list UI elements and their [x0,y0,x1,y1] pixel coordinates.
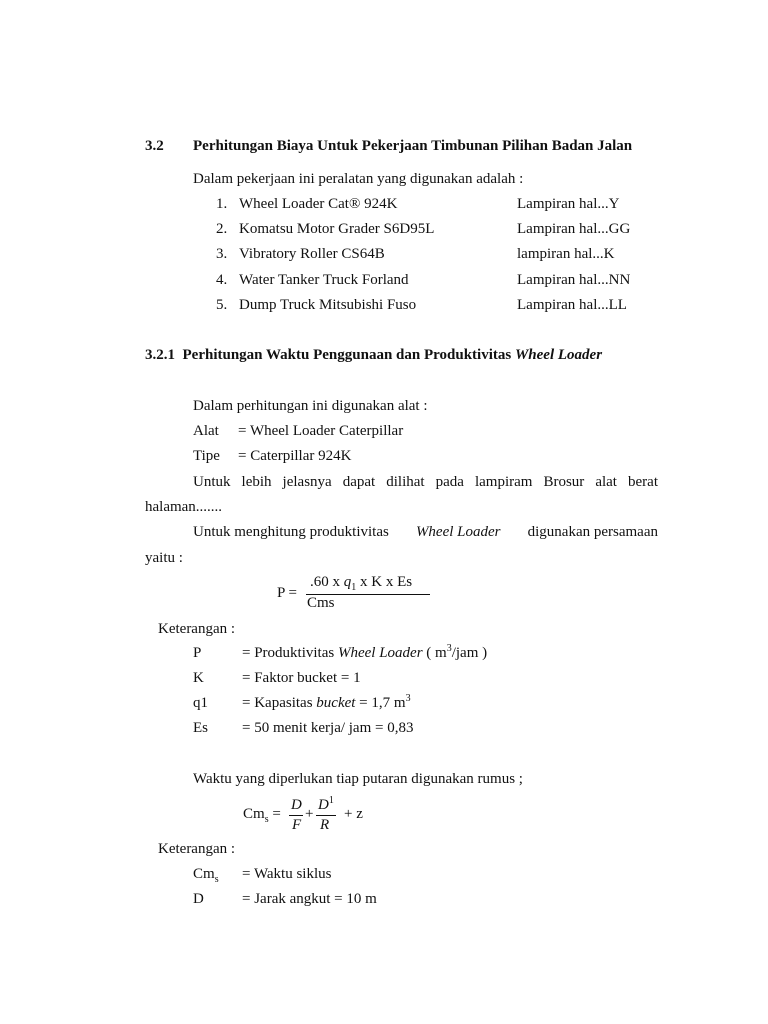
list-number: 2. [216,221,228,237]
section-number: 3.2 [145,138,164,154]
legend-symbol: P [193,645,202,661]
legend-text-italic: Wheel Loader [337,645,423,661]
legend-description [242,643,488,661]
formula-num-q: q [343,574,352,590]
subsection-number: 3.2.1 [145,347,175,363]
legend-symbol [193,866,219,885]
legend-superscript: 3 [446,643,452,654]
legend-description [242,693,411,711]
legend-description: = Jarak angkut = 10 m [242,891,377,907]
tools-intro: Dalam perhitungan ini digunakan alat : [193,398,428,414]
paragraph-productivity [193,525,658,540]
list-number: 4. [216,272,228,288]
cycle-tail: + z [344,806,363,822]
equipment-ref: Lampiran hal...NN [517,272,631,288]
cycle-intro: Waktu yang diperlukan tiap putaran digunakan rumus ; [193,771,523,787]
legend-text: = 1,7 m [355,695,406,711]
cycle-lhs-text: Cm [243,806,265,822]
equipment-ref: Lampiran hal...LL [517,297,627,313]
formula-num-sub: 1 [351,582,357,593]
fraction-1-denominator: F [292,817,302,833]
legend-description: = Faktor bucket = 1 [242,670,361,686]
paragraph-brosur: Untuk lebih jelasnya dapat dilihat pada lampiram Brosur alat berat [193,474,658,490]
legend-description: = Waktu siklus [242,866,332,882]
legend-superscript: 3 [405,693,411,704]
subsection-title: Perhitungan Waktu Penggunaan dan Produktivitas [182,347,512,363]
equipment-name: Dump Truck Mitsubishi Fuso [239,297,417,313]
fraction-1-numerator: D [291,797,302,813]
equipment-name: Komatsu Motor Grader S6D95L [239,221,435,237]
legend-text: /jam ) [451,645,488,661]
tipe-value: = Caterpillar 924K [238,448,352,464]
legend-symbol: q1 [193,695,208,711]
section-title: Perhitungan Biaya Untuk Pekerjaan Timbunan Pilihan Badan Jalan [193,138,633,154]
paragraph-brosur-cont: halaman....... [145,499,223,515]
para-text: digunakan persamaan [527,524,658,540]
fraction-2-bar [316,815,336,816]
fraction-2-sup: 1 [328,795,334,806]
legend-symbol-sub: s [214,874,219,885]
legend-symbol: D [193,891,204,907]
equipment-name: Water Tanker Truck Forland [239,272,409,288]
cycle-plus: + [305,806,314,822]
legend-text-italic: bucket [316,695,356,711]
fraction-2-denominator: R [320,817,330,833]
equipment-ref: Lampiran hal...GG [517,221,631,237]
formula-denominator: Cms [307,595,335,611]
subsection-title-italic: Wheel Loader [514,347,603,363]
keterangan-heading: Keterangan : [158,841,236,857]
fraction-2-numerator [318,795,334,813]
list-number: 1. [216,196,228,212]
equipment-name: Wheel Loader Cat® 924K [239,196,398,212]
equipment-intro: Dalam pekerjaan ini peralatan yang digunakan adalah : [193,171,524,187]
fraction-1-bar [289,815,303,816]
cycle-lhs-sub: s [264,814,269,825]
legend-symbol-text: Cm [193,866,215,882]
list-number: 5. [216,297,228,313]
alat-label: Alat [193,423,219,439]
legend-text: ( m [422,645,447,661]
legend-text: = Produktivitas [242,645,338,661]
equipment-name: Vibratory Roller CS64B [239,246,385,262]
legend-symbol: Es [193,720,208,736]
keterangan-heading: Keterangan : [158,621,236,637]
paragraph-productivity-cont: yaitu : [145,550,183,566]
cycle-eq: = [272,806,281,822]
list-number: 3. [216,246,228,262]
subsection-heading [145,348,602,363]
formula-lhs: P = [277,585,297,601]
cycle-lhs [243,806,281,825]
para-text: Untuk menghitung produktivitas [193,524,389,540]
tipe-label: Tipe [193,448,220,464]
equipment-ref: lampiran hal...K [517,246,615,262]
formula-numerator [310,574,413,593]
equipment-ref: Lampiran hal...Y [517,196,620,212]
para-text-italic: Wheel Loader [415,524,501,540]
fraction-2-num-text: D [318,797,329,813]
legend-text: = Kapasitas [242,695,317,711]
legend-description: = 50 menit kerja/ jam = 0,83 [242,720,414,736]
formula-num-a: .60 x [310,574,340,590]
formula-num-b: x K x Es [360,574,413,590]
legend-symbol: K [193,670,204,686]
alat-value: = Wheel Loader Caterpillar [238,423,404,439]
